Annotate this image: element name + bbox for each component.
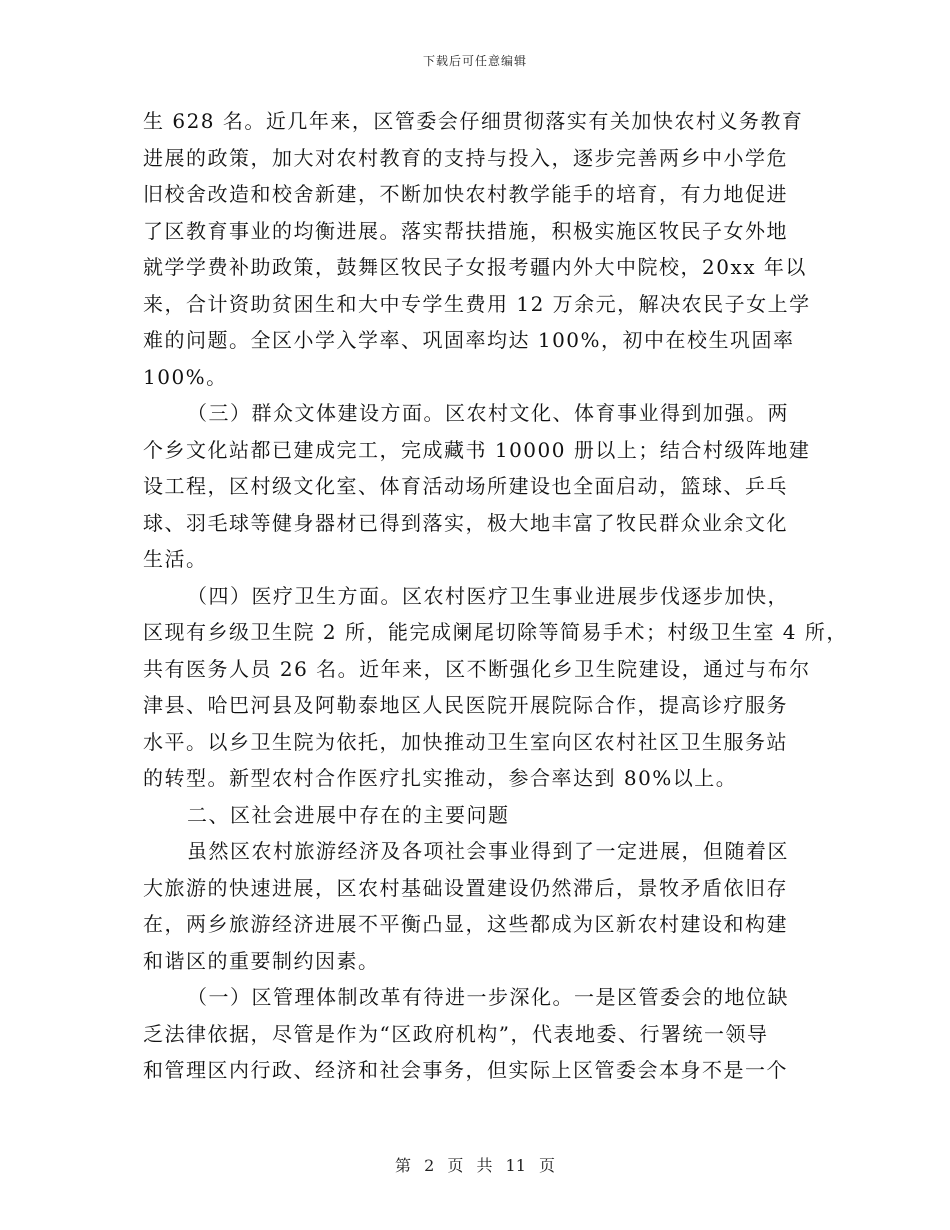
text-line: 难的问题。全区小学入学率、巩固率均达 100%，初中在校生巩固率 — [143, 328, 795, 352]
text-line: 个乡文化站都已建成完工，完成藏书 10000 册以上；结合村级阵地建 — [143, 437, 811, 462]
text-line: 水平。以乡卫生院为依托，加快推动卫生室向区农村社区卫生服务站 — [143, 729, 788, 754]
text-line: 旧校舍改造和校舍新建，不断加快农村教学能手的培育，有力地促进 — [143, 182, 788, 206]
text-line: （四）医疗卫生方面。区农村医疗卫生事业进展步伐逐步加快， — [187, 583, 789, 608]
text-line: 乏法律依据，尽管是作为“区政府机构”，代表地委、行署统一领导 — [143, 1021, 769, 1046]
document-body — [143, 103, 848, 1089]
text-line: 球、羽毛球等健身器材已得到落实，极大地丰富了牧民群众业余文化 — [143, 510, 788, 535]
text-line: 津县、哈巴河县及阿勒泰地区人民医院开展院际合作，提高诊疗服务 — [143, 693, 788, 717]
text-line: 二、区社会进展中存在的主要问题 — [187, 802, 510, 827]
text-line: 100%。 — [143, 364, 228, 389]
text-line: 了区教育事业的均衡进展。落实帮扶措施，积极实施区牧民子女外地 — [143, 218, 788, 243]
text-line: 来，合计资助贫困生和大中专学生费用 12 万余元，解决农民子女上学 — [143, 291, 811, 316]
text-line: 进展的政策，加大对农村教育的支持与投入，逐步完善两乡中小学危 — [143, 145, 788, 170]
text-line: 设工程，区村级文化室、体育活动场所建设也全面启动，篮球、乒乓 — [143, 474, 788, 498]
text-line: 虽然区农村旅游经济及各项社会事业得到了一定进展，但随着区 — [187, 839, 789, 863]
text-line: 的转型。新型农村合作医疗扎实推动，参合率达到 80%以上。 — [143, 766, 738, 790]
text-line: 就学学费补助政策，鼓舞区牧民子女报考疆内外大中院校，20xx 年以 — [143, 255, 807, 279]
text-line: （一）区管理体制改革有待进一步深化。一是区管委会的地位缺 — [187, 985, 789, 1009]
text-line: 和谐区的重要制约因素。 — [143, 948, 380, 973]
text-line: （三）群众文体建设方面。区农村文化、体育事业得到加强。两 — [187, 401, 789, 425]
page-number: 第 2 页 共 11 页 — [395, 1156, 555, 1175]
text-line: 大旅游的快速进展，区农村基础设置建设仍然滞后，景牧矛盾依旧存 — [143, 875, 788, 900]
text-line: 生 628 名。近几年来，区管委会仔细贯彻落实有关加快农村义务教育 — [143, 109, 804, 133]
text-line: 和管理区内行政、经济和社会事务，但实际上区管委会本身不是一个 — [143, 1058, 788, 1082]
text-line: 在，两乡旅游经济进展不平衡凸显，这些都成为区新农村建设和构建 — [143, 912, 788, 936]
text-line: 区现有乡级卫生院 2 所，能完成阑尾切除等简易手术；村级卫生室 4 所， — [143, 620, 848, 644]
page-header: 下载后可任意编辑 — [422, 54, 527, 68]
text-line: 生活。 — [143, 547, 208, 571]
text-line: 共有医务人员 26 名。近年来，区不断强化乡卫生院建设，通过与布尔 — [143, 656, 811, 681]
